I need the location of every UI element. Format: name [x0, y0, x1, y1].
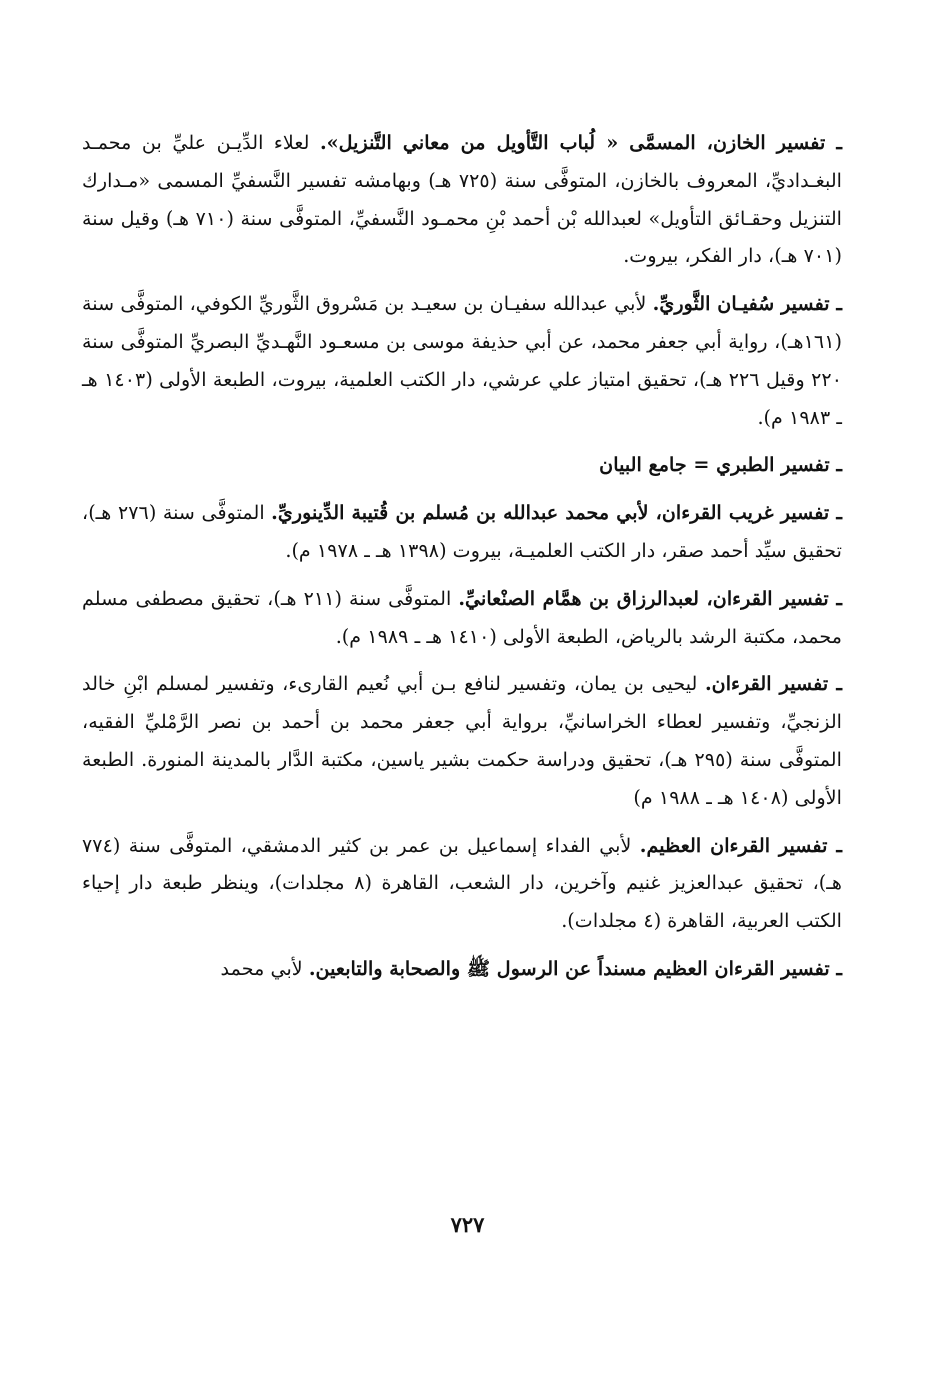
bibliography-entry: [82, 285, 842, 436]
entry-title: ـ تفسير القرءان العظيم.: [639, 833, 842, 857]
bibliography-entry: [82, 446, 842, 484]
entry-title: ـ تفسير الطبري = جامع البيان: [599, 453, 842, 477]
bibliography-list: [82, 124, 842, 998]
bibliography-entry: [82, 665, 842, 816]
entry-title: ـ تفسير غريب القرءان، لأبي محمد عبدالله بن مُسلم بن قُتيبة الدِّينوريِّ.: [271, 501, 842, 525]
page-number: ٧٢٧: [450, 1212, 485, 1237]
entry-title: ـ تفسير القرءان.: [704, 672, 842, 696]
entry-text: لأبي الفداء إسماعيل بن عمر بن كثير الدمشقي، المتوفَّى سنة (٧٧٤ هـ)، تحقيق عبدالعزيز غنيم وآخرين، دار الشعب، القاهرة (٨ مجلدات)، وينظر طبعة دار إحياء الكتب العربية، القاهرة (٤ مجلدات).: [82, 833, 842, 933]
entry-text: المتوفَّى سنة (٢١١ هـ)، تحقيق مصطفى مسلم محمد، مكتبة الرشد بالرياض، الطبعة الأولى (١٤١٠ هـ ـ ١٩٨٩ م).: [82, 586, 842, 648]
bibliography-entry: [82, 580, 842, 656]
entry-text: المتوفَّى سنة (٢٧٦ هـ)، تحقيق سيِّد أحمد صقر، دار الكتب العلميـة، بيروت (١٣٩٨ هـ ـ ١٩٧٨ م).: [82, 501, 842, 562]
entry-text: ليحيى بن يمان، وتفسير لنافع بـن أبي نُعيم القارىء، وتفسير لمسلم ابْنِ خالد الزنجيِّ، وتفسير لعطاء الخراسانيِّ، برواية أبي جعفر محمد بن أحمد بن نصر الرَّمْليِّ الفقيه، المتوفَّى سنة (٢٩٥ هـ)، تحقيق ودراسة حكمت بشير ياسين، مكتبة الدَّار بالمدينة المنورة. الطبعة الأولى (١٤٠٨ هـ ـ ١٩٨٨ م): [82, 672, 842, 809]
entry-text: لعلاء الدِّيـن عليِّ بن محمـد البغـداديِّ، المعروف بالخازن، المتوفَّى سنة (٧٢٥ هـ) وبهامشه تفسير النَّسفيِّ المسمى «مـدارك التنزيل وحقـائق التأويل» لعبدالله بْن أحمد بْنِ محمـود النَّسفيِّ، المتوفَّى سنة (٧١٠ هـ) وقيل سنة (٧٠١ هـ)، دار الفكر، بيروت.: [82, 131, 843, 268]
entry-title: ـ تفسير القرءان، لعبدالرزاق بن همَّام الصنْعانيِّ.: [458, 586, 842, 610]
entry-title: ـ تفسير القرءان العظيم مسنداً عن الرسول ﷺ والصحابة والتابعين.: [308, 956, 842, 980]
bibliography-entry: [82, 494, 842, 570]
entry-text: لأبي محمد: [220, 956, 309, 980]
entry-text: لأبي عبدالله سفيـان بن سعيـد بن مَسْروق الثَّوريِّ الكوفي، المتوفَّى سنة (١٦١هـ)، رواية أبي جعفر محمد، عن أبي حذيفة موسى بن مسعـود النَّهـديِّ البصريِّ المتوفَّى سنة ٢٢٠ وقيل ٢٢٦ هـ)، تحقيق امتياز علي عرشي، دار الكتب العلمية، بيروت، الطبعة الأولى (١٤٠٣ هـ ـ ١٩٨٣ م).: [82, 292, 842, 429]
bibliography-entry: [82, 950, 842, 988]
bibliography-entry: [82, 827, 842, 940]
entry-title: ـ تفسير الخازن، المسمَّى « لُباب التَّأويل من معاني التَّنزيل».: [319, 131, 843, 154]
bibliography-entry: [82, 124, 842, 275]
entry-title: ـ تفسير سُفيـان الثَّوريِّ.: [652, 292, 842, 316]
